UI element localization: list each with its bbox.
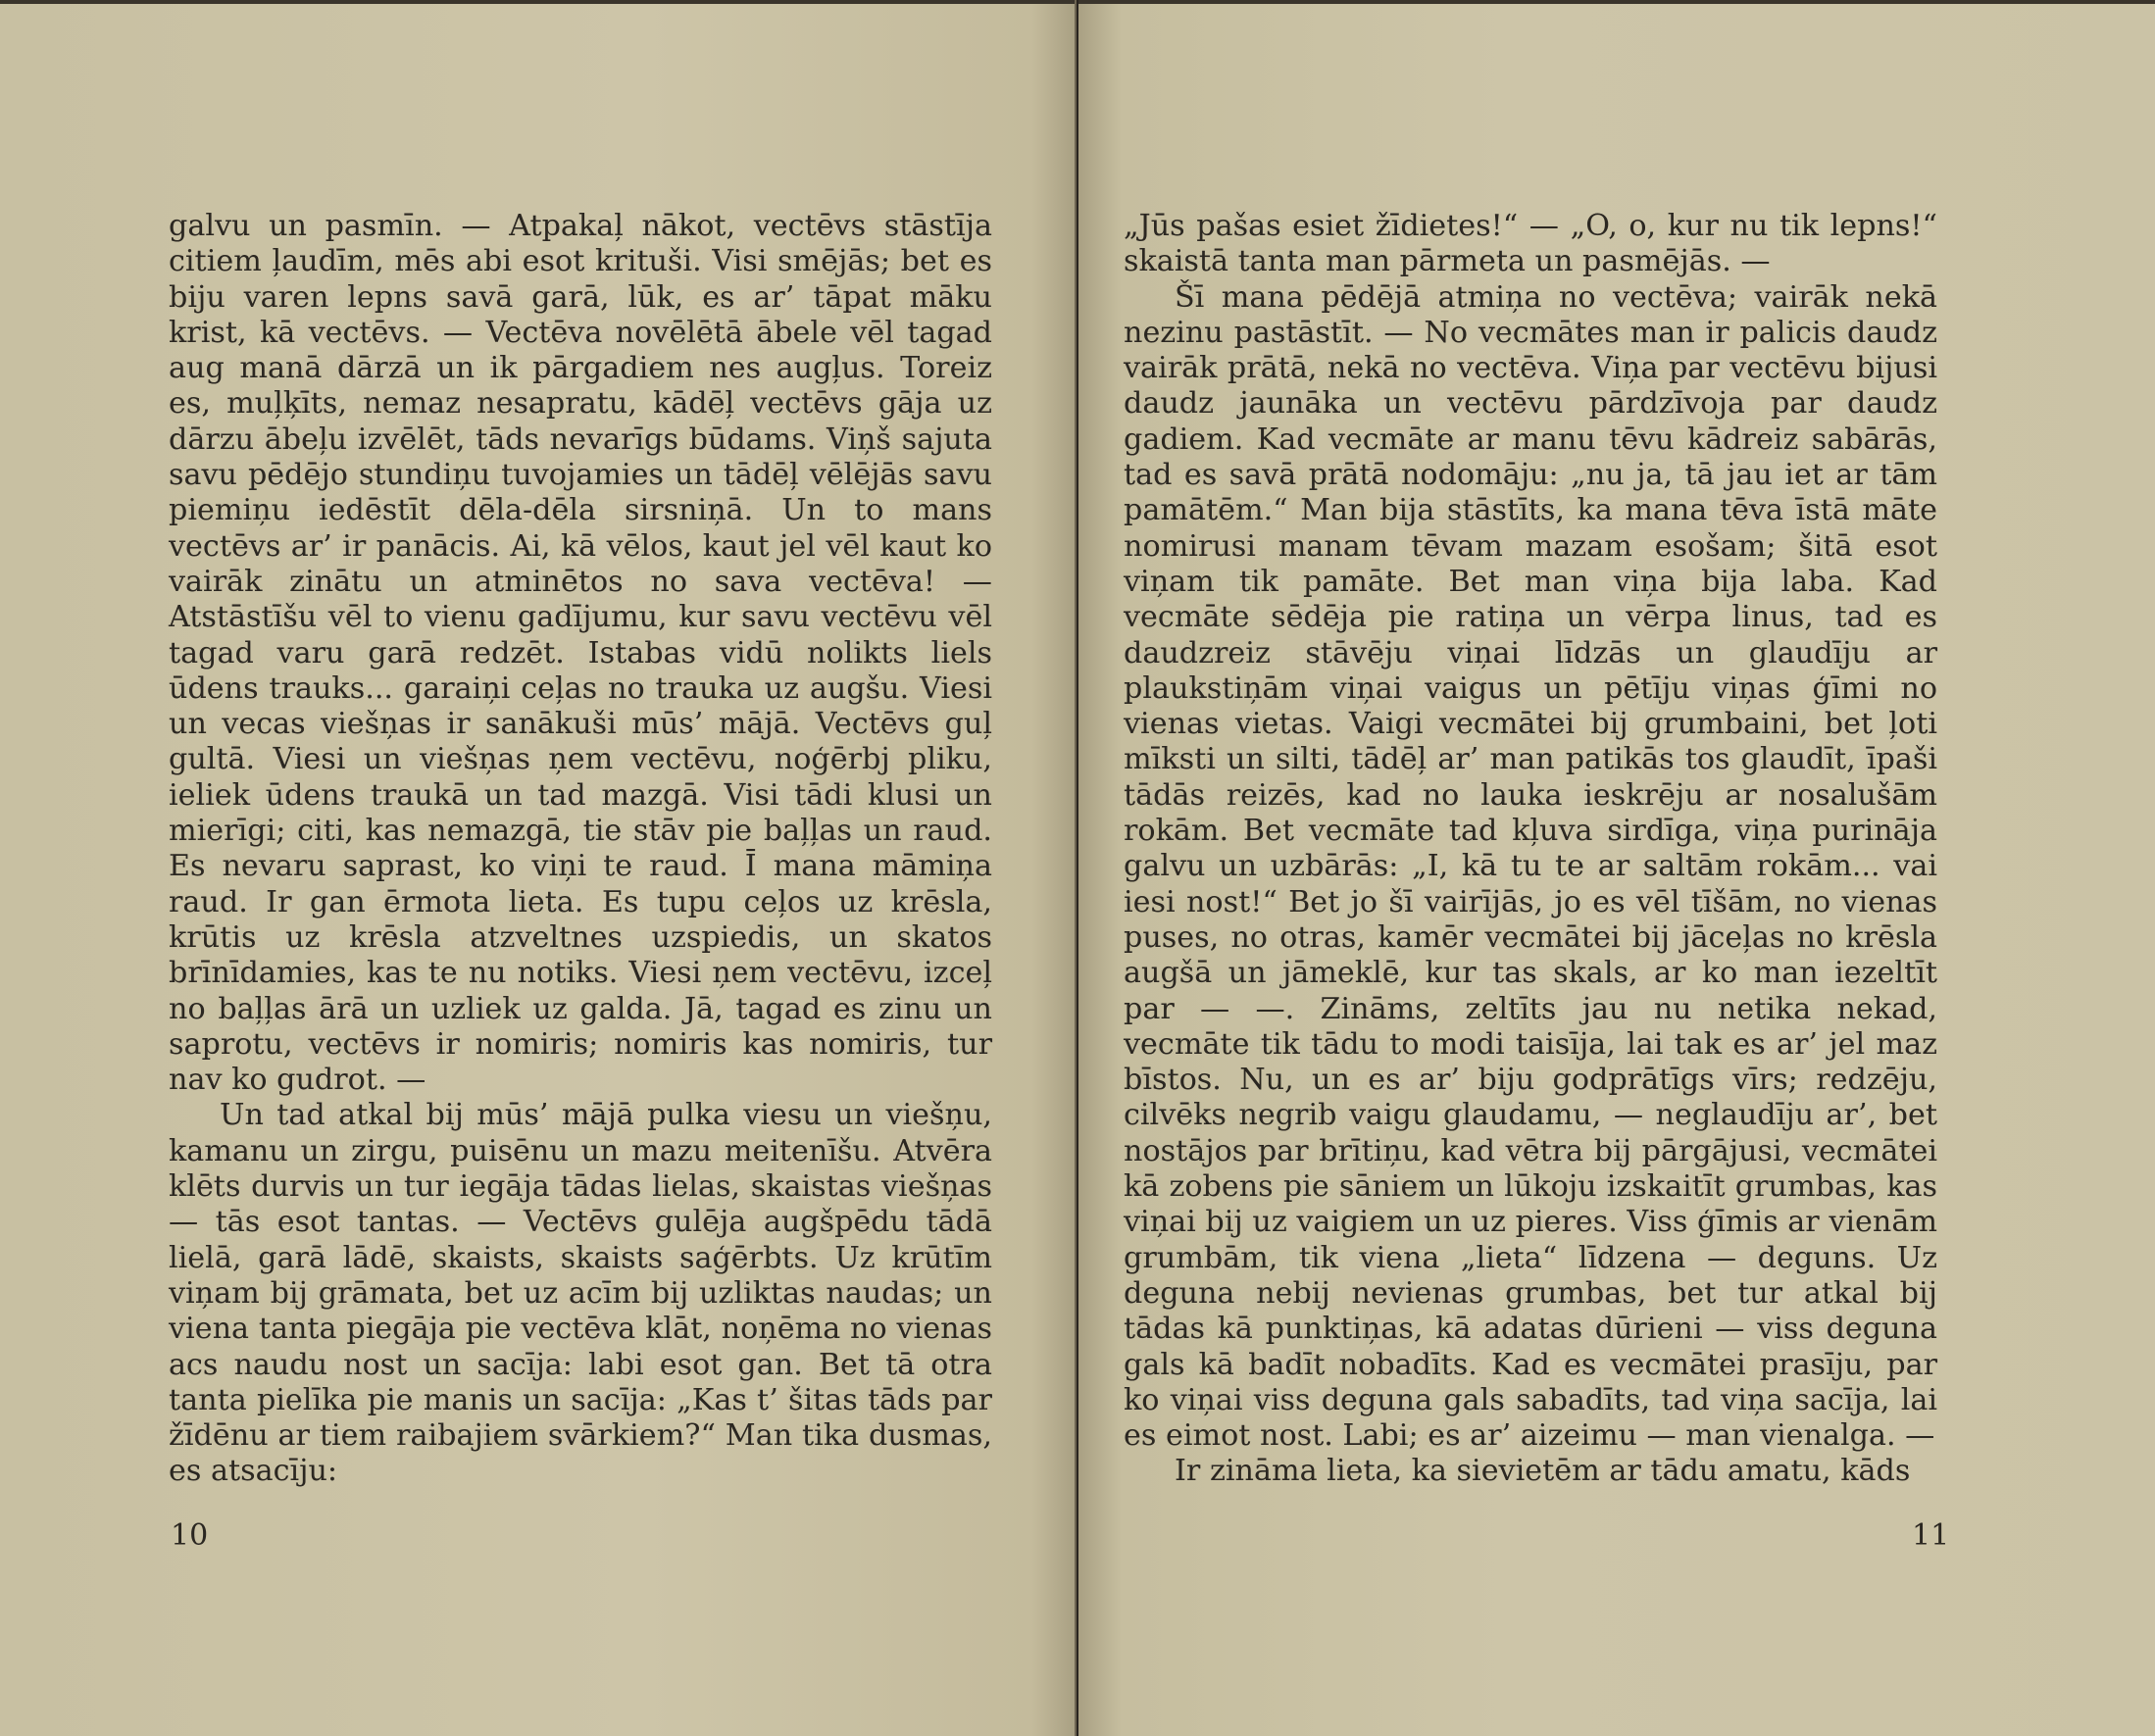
left-page-number: 10	[171, 1518, 209, 1553]
right-paragraph-3: Ir zināma lieta, ka sievietēm ar tādu amatu, kāds	[1175, 1454, 1911, 1489]
left-page	[0, 0, 1077, 1736]
right-paragraph-2: Šī mana pēdējā atmiņa no vectēva; vairāk nekā nezinu pastāstīt. — No vecmātes man ir palicis daudz vairāk prātā, nekā no vectēva. Viņa par vectēvu bijusi daudz jaunāka un vectēvu pārdzīvoja par daudz gadiem. Kad vecmāte ar manu tēvu kādreiz sabārās, tad es savā prātā nodomāju: „nu ja, tā jau iet ar tām pamātēm.“ Man bija stāstīts, ka mana tēva īstā māte nomirusi manam tēvam mazam esošam; šitā esot viņam tik pamāte. Bet man viņa bija laba. Kad vecmāte sēdēja pie ratiņa un vērpa linus, tad es daudzreiz stāvēju viņai līdzās un glaudīju ar plaukstiņām viņai vaigus un pētīju viņas ģīmi no vienas vietas. Vaigi vecmātei bij grumbaini, bet ļoti mīksti un silti, tādēļ ar’ man patikās tos glaudīt, īpaši tādās reizēs, kad no lauka ieskrēju ar nosalušām rokām. Bet vecmāte tad kļuva sirdīga, viņa purināja galvu un uzbārās: „I, kā tu te ar saltām rokām... vai iesi nost!“ Bet jo šī vairījās, jo es vēl tīšām, no vienas puses, no otras, kamēr vecmātei bij jāceļas no krēsla augšā un jāmeklē, kur tas skals, ar ko man iezeltīt par — —. Zināms, zeltīts jau nu netika nekad, vecmāte tik tādu to modi taisīja, lai tak es ar’ jel maz bīstos. Nu, un es ar’ biju godprātīgs vīrs; redzēju, cilvēks negrib vaigu glaudamu, — neglaudīju ar’, bet nostājos par brītiņu, kad vētra bij pārgājusi, vecmātei kā zobens pie sāniem un lūkoju izskaitīt grumbas, kas viņai bij uz vaigiem un uz pieres. Viss ģīmis ar vienām grumbām, tik viena „lieta“ līdzena — deguns. Uz deguna nebij nevienas grumbas, bet tur atkal bij tādas kā punktiņas, kā adatas dūrieni — viss deguna gals kā badīt nobadīts. Kad es vecmātei prasīju, par ko viņai viss deguna gals sabadīts, tad viņa sacīja, lai es eimot nost. Labi; es ar’ aizeimu — man vienalga. —	[1124, 279, 1937, 1454]
page-top-edge	[0, 0, 1075, 4]
right-page	[1078, 0, 2155, 1736]
page-top-edge	[1078, 0, 2155, 4]
left-paragraph-2: Un tad atkal bij mūs’ mājā pulka viesu un viešņu, kamanu un zirgu, puisēnu un mazu meitenīšu. Atvēra klēts durvis un tur iegāja tādas lielas, skaistas viešņas — tās esot tantas. — Vectēvs gulēja augšpēdu tādā lielā, garā lādē, skaists, skaists saģērbts. Uz krūtīm viņam bij grāmata, bet uz acīm bij uzliktas naudas; un viena tanta piegāja pie vectēva klāt, noņēma no vienas acs naudu nost un sacīja: labi esot gan. Bet tā otra tanta pielīka pie manis un sacīja: „Kas t’ šitas tāds par žīdēnu ar tiem raibajiem svārkiem?“ Man tika dusmas, es atsacīju:	[169, 1098, 992, 1489]
left-paragraph-1: galvu un pasmīn. — Atpakaļ nākot, vectēvs stāstīja citiem ļaudīm, mēs abi esot krituši. Visi smējās; bet es biju varen lepns savā garā, lūk, es ar’ tāpat māku krist, kā vectēvs. — Vectēva novēlētā ābele vēl tagad aug manā dārzā un ik pārgadiem nes augļus. Toreiz es, muļķīts, nemaz nesapratu, kādēļ vectēvs gāja uz dārzu ābeļu izvēlēt, tāds nevarīgs būdams. Viņš sajuta savu pēdējo stundiņu tuvojamies un tādēļ vēlējās savu piemiņu iedēstīt dēla-dēla sirsniņā. Un to mans vectēvs ar’ ir panācis. Ai, kā vēlos, kaut jel vēl kaut ko vairāk zinātu un atminētos no sava vectēva! — Atstāstīšu vēl to vienu gadījumu, kur savu vectēvu vēl tagad varu garā redzēt. Istabas vidū nolikts liels ūdens trauks... garaiņi ceļas no trauka uz augšu. Viesi un vecas viešņas ir sanākuši mūs’ mājā. Vectēvs guļ gultā. Viesi un viešņas ņem vectēvu, noģērbj pliku, ieliek ūdens traukā un tad mazgā. Visi tādi klusi un mierīgi; citi, kas nemazgā, tie stāv pie baļļas un raud. Es nevaru saprast, ko viņi te raud. Ī mana māmiņa raud. Ir gan ērmota lieta. Es tupu ceļos uz krēsla, krūtis uz krēsla atzveltnes uzspiedis, un skatos brīnīdamies, kas te nu notiks. Viesi ņem vectēvu, izceļ no baļļas ārā un uzliek uz galda. Jā, tagad es zinu un saprotu, vectēvs ir nomiris; nomiris kas nomiris, tur nav ko gudrot. —	[169, 209, 992, 1098]
right-paragraph-1: „Jūs pašas esiet žīdietes!“ — „O, o, kur nu tik lepns!“ skaistā tanta man pārmeta un pasmējās. —	[1124, 209, 1937, 279]
right-page-text	[1124, 209, 1937, 1490]
left-page-text	[169, 209, 992, 1490]
right-page-number: 11	[1912, 1518, 1950, 1553]
